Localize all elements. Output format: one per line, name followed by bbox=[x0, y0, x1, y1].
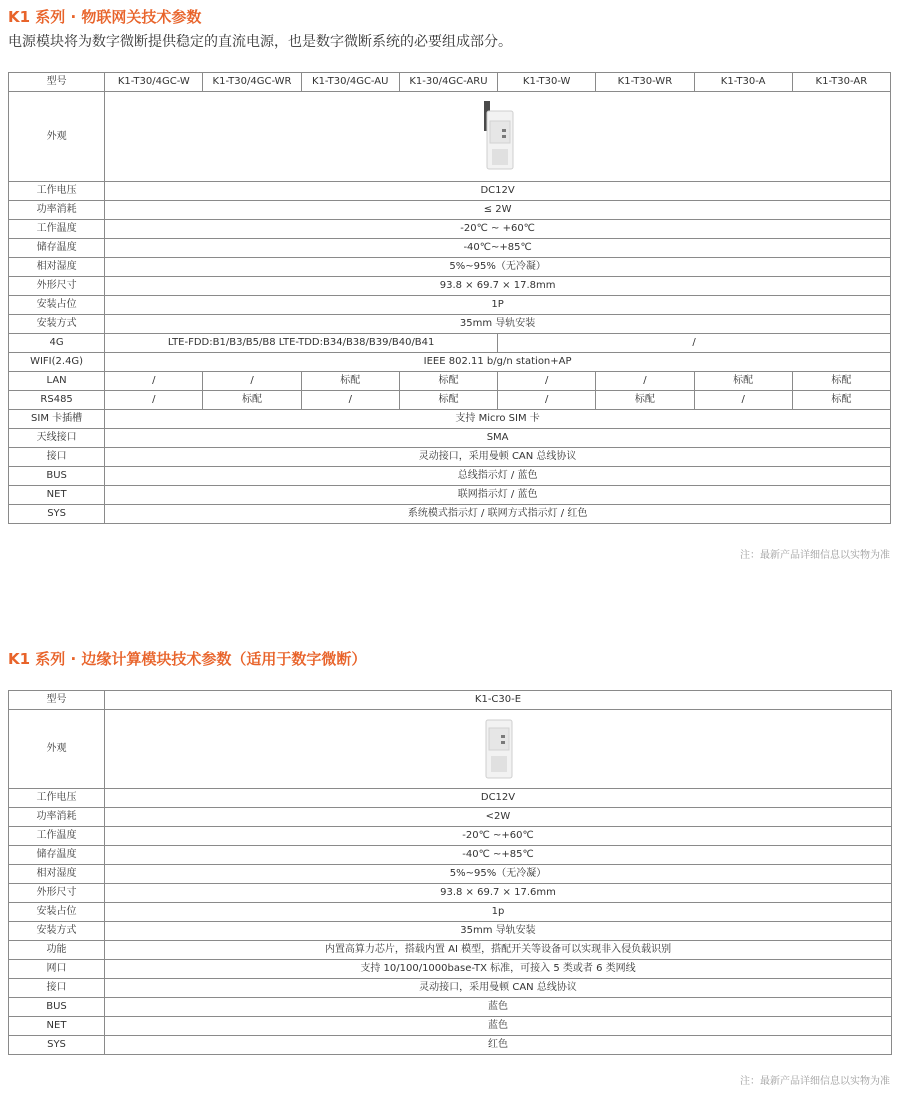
row-label: 功率消耗 bbox=[9, 808, 105, 827]
row-label: BUS bbox=[9, 467, 105, 486]
appearance-label: 外观 bbox=[9, 710, 105, 789]
row-label: 安装方式 bbox=[9, 315, 105, 334]
row-value: 红色 bbox=[105, 1036, 892, 1055]
row-value: 灵动接口，采用曼顿 CAN 总线协议 bbox=[105, 979, 892, 998]
section2-title: K1 系列 · 边缘计算模块技术参数（适用于数字微断） bbox=[8, 650, 367, 668]
table-row-4g bbox=[9, 334, 891, 353]
cell: 标配 bbox=[203, 391, 301, 410]
row-value: 35mm 导轨安装 bbox=[105, 315, 891, 334]
cell: / bbox=[694, 391, 792, 410]
row-label: RS485 bbox=[9, 391, 105, 410]
table-row bbox=[9, 201, 891, 220]
row-label: 4G bbox=[9, 334, 105, 353]
model-name: K1-30/4GC-ARU bbox=[399, 73, 497, 92]
table-row bbox=[9, 922, 892, 941]
table-row bbox=[9, 884, 892, 903]
table-row bbox=[9, 467, 891, 486]
table-row bbox=[9, 410, 891, 429]
table-row bbox=[9, 827, 892, 846]
row-value: ≤ 2W bbox=[105, 201, 891, 220]
table-row bbox=[9, 998, 892, 1017]
table-row bbox=[9, 941, 892, 960]
appearance-cell bbox=[105, 92, 891, 182]
section1-subtitle: 电源模块将为数字微断提供稳定的直流电源，也是数字微断系统的必要组成部分。 bbox=[8, 34, 512, 50]
table-row-lan bbox=[9, 372, 891, 391]
row-label: 功能 bbox=[9, 941, 105, 960]
table-row bbox=[9, 903, 892, 922]
cell: 标配 bbox=[792, 372, 890, 391]
table-row-rs485 bbox=[9, 391, 891, 410]
table-row bbox=[9, 296, 891, 315]
row-value: LTE-FDD:B1/B3/B5/B8 LTE-TDD:B34/B38/B39/B40/B41 bbox=[105, 334, 498, 353]
model-name: K1-C30-E bbox=[105, 691, 892, 710]
edge-module-device-image bbox=[478, 716, 518, 782]
model-name: K1-T30/4GC-AU bbox=[301, 73, 399, 92]
row-value: DC12V bbox=[105, 789, 892, 808]
row-value: 灵动接口，采用曼顿 CAN 总线协议 bbox=[105, 448, 891, 467]
row-value: 1p bbox=[105, 903, 892, 922]
cell: / bbox=[105, 391, 203, 410]
row-value: 蓝色 bbox=[105, 1017, 892, 1036]
gateway-device-image bbox=[478, 99, 518, 175]
model-header-label: 型号 bbox=[9, 73, 105, 92]
model-name: K1-T30-A bbox=[694, 73, 792, 92]
table-row bbox=[9, 1017, 892, 1036]
table-row bbox=[9, 448, 891, 467]
row-value: 支持 10/100/1000base-TX 标准，可接入 5 类或者 6 类网线 bbox=[105, 960, 892, 979]
table-row bbox=[9, 258, 891, 277]
row-value: -20℃ ~ +60℃ bbox=[105, 220, 891, 239]
row-label: SYS bbox=[9, 1036, 105, 1055]
appearance-row bbox=[9, 710, 892, 789]
row-label: 外形尺寸 bbox=[9, 277, 105, 296]
row-label: 接口 bbox=[9, 448, 105, 467]
table-row-wifi bbox=[9, 353, 891, 372]
model-header-label: 型号 bbox=[9, 691, 105, 710]
row-value: 5%~95%（无冷凝） bbox=[105, 865, 892, 884]
row-value: 联网指示灯 / 蓝色 bbox=[105, 486, 891, 505]
row-value: -40℃ ~+85℃ bbox=[105, 846, 892, 865]
row-label: 储存温度 bbox=[9, 239, 105, 258]
row-value: 蓝色 bbox=[105, 998, 892, 1017]
cell: / bbox=[105, 372, 203, 391]
row-label: 安装占位 bbox=[9, 296, 105, 315]
row-value: 93.8 × 69.7 × 17.6mm bbox=[105, 884, 892, 903]
section1-title: K1 系列 · 物联网关技术参数 bbox=[8, 8, 202, 26]
row-label: LAN bbox=[9, 372, 105, 391]
row-label: 网口 bbox=[9, 960, 105, 979]
row-value: <2W bbox=[105, 808, 892, 827]
section2-note: 注：最新产品详细信息以实物为准 bbox=[740, 1076, 890, 1087]
table-row bbox=[9, 239, 891, 258]
row-label: 工作温度 bbox=[9, 220, 105, 239]
cell: 标配 bbox=[399, 391, 497, 410]
row-label: 天线接口 bbox=[9, 429, 105, 448]
row-value: DC12V bbox=[105, 182, 891, 201]
row-value: SMA bbox=[105, 429, 891, 448]
row-label: 工作电压 bbox=[9, 182, 105, 201]
appearance-cell bbox=[105, 710, 892, 789]
model-name: K1-T30/4GC-W bbox=[105, 73, 203, 92]
row-value: 93.8 × 69.7 × 17.8mm bbox=[105, 277, 891, 296]
table-row bbox=[9, 1036, 892, 1055]
row-label: 接口 bbox=[9, 979, 105, 998]
table-row bbox=[9, 505, 891, 524]
row-label: 工作温度 bbox=[9, 827, 105, 846]
table-row bbox=[9, 429, 891, 448]
model-header-row bbox=[9, 691, 892, 710]
appearance-label: 外观 bbox=[9, 92, 105, 182]
row-label: 功率消耗 bbox=[9, 201, 105, 220]
row-label: WIFI(2.4G) bbox=[9, 353, 105, 372]
row-label: NET bbox=[9, 1017, 105, 1036]
row-label: 相对湿度 bbox=[9, 258, 105, 277]
cell: 标配 bbox=[596, 391, 694, 410]
row-label: 安装方式 bbox=[9, 922, 105, 941]
cell: / bbox=[596, 372, 694, 391]
cell: 标配 bbox=[694, 372, 792, 391]
row-label: 外形尺寸 bbox=[9, 884, 105, 903]
model-name: K1-T30-AR bbox=[792, 73, 890, 92]
table-row bbox=[9, 277, 891, 296]
row-label: SYS bbox=[9, 505, 105, 524]
model-name: K1-T30-W bbox=[498, 73, 596, 92]
row-value: 内置高算力芯片，搭载内置 AI 模型，搭配开关等设备可以实现非入侵负载识别 bbox=[105, 941, 892, 960]
row-label: SIM 卡插槽 bbox=[9, 410, 105, 429]
cell: 标配 bbox=[301, 372, 399, 391]
row-value: 总线指示灯 / 蓝色 bbox=[105, 467, 891, 486]
edge-module-spec-table bbox=[8, 690, 892, 1055]
cell: / bbox=[498, 391, 596, 410]
table-row bbox=[9, 486, 891, 505]
section1-note: 注：最新产品详细信息以实物为准 bbox=[740, 550, 890, 561]
table-row bbox=[9, 220, 891, 239]
row-label: 安装占位 bbox=[9, 903, 105, 922]
row-value: 1P bbox=[105, 296, 891, 315]
table-row bbox=[9, 846, 892, 865]
row-value: 系统模式指示灯 / 联网方式指示灯 / 红色 bbox=[105, 505, 891, 524]
model-name: K1-T30/4GC-WR bbox=[203, 73, 301, 92]
cell: / bbox=[498, 372, 596, 391]
gateway-spec-table bbox=[8, 72, 891, 524]
appearance-row bbox=[9, 92, 891, 182]
row-value: / bbox=[498, 334, 891, 353]
table-row bbox=[9, 315, 891, 334]
row-value: 35mm 导轨安装 bbox=[105, 922, 892, 941]
row-label: 储存温度 bbox=[9, 846, 105, 865]
table-row bbox=[9, 979, 892, 998]
table-row bbox=[9, 789, 892, 808]
table-row bbox=[9, 960, 892, 979]
row-label: NET bbox=[9, 486, 105, 505]
table-row bbox=[9, 808, 892, 827]
cell: / bbox=[203, 372, 301, 391]
row-label: 相对湿度 bbox=[9, 865, 105, 884]
model-name: K1-T30-WR bbox=[596, 73, 694, 92]
cell: / bbox=[301, 391, 399, 410]
model-header-row bbox=[9, 73, 891, 92]
row-label: 工作电压 bbox=[9, 789, 105, 808]
row-value: -40℃~+85℃ bbox=[105, 239, 891, 258]
table-row bbox=[9, 182, 891, 201]
cell: 标配 bbox=[792, 391, 890, 410]
row-value: IEEE 802.11 b/g/n station+AP bbox=[105, 353, 891, 372]
row-value: 5%~95%（无冷凝） bbox=[105, 258, 891, 277]
row-value: 支持 Micro SIM 卡 bbox=[105, 410, 891, 429]
row-label: BUS bbox=[9, 998, 105, 1017]
row-value: -20℃ ~+60℃ bbox=[105, 827, 892, 846]
table-row bbox=[9, 865, 892, 884]
cell: 标配 bbox=[399, 372, 497, 391]
